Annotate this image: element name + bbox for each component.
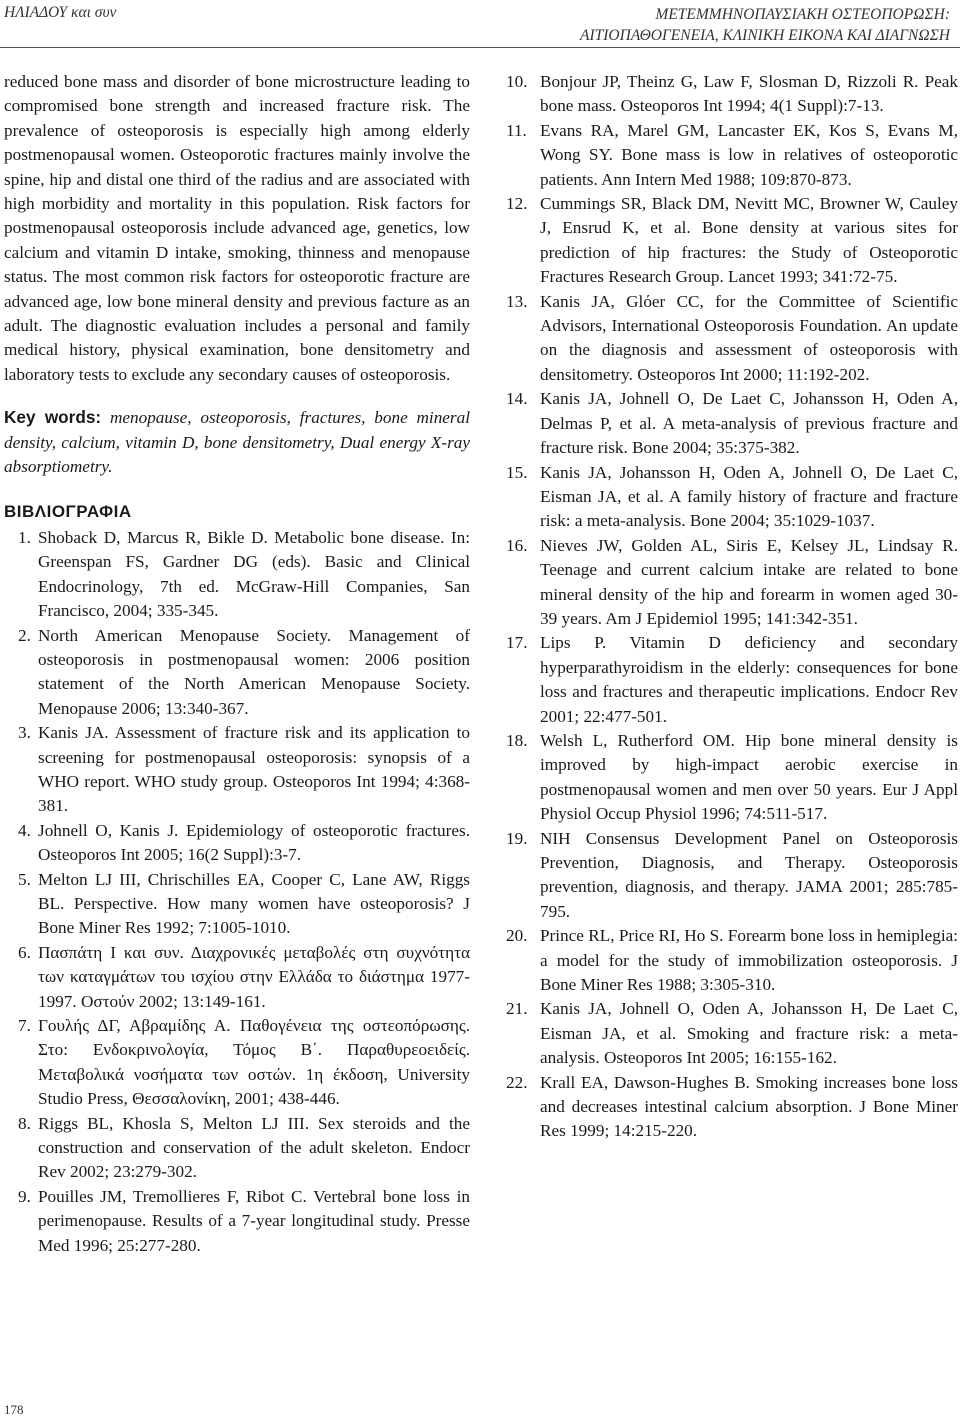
reference-text: Bonjour JP, Theinz G, Law F, Slosman D, Rizzoli R. Peak bone mass. Osteoporos Int 1994; 4(1 Suppl):7-13. (540, 72, 958, 116)
left-column (4, 70, 470, 1258)
reference-item (4, 1185, 470, 1258)
reference-number: 16. (506, 535, 528, 555)
reference-item (506, 387, 958, 460)
reference-text: Kanis JA, Johnell O, De Laet C, Johansson H, Oden A, Delmas P, et al. A meta-analysis of previous fracture and fracture risk. Bone 2004; 35:375-382. (540, 389, 958, 458)
reference-item (506, 997, 958, 1070)
reference-number: 19. (506, 828, 528, 848)
reference-text: Kanis JA, Johnell O, Oden A, Johansson H, De Laet C, Eisman JA, et al. Smoking and fracture risk: a meta-analysis. Osteoporos Int 2005; 16:155-162. (540, 999, 958, 1068)
reference-text: Nieves JW, Golden AL, Siris E, Kelsey JL, Lindsay R. Teenage and current calcium intake are related to bone mineral density of the hip and forearm in women aged 30-39 years. Am J Epidemiol 1995; 141:342-351. (540, 535, 958, 628)
reference-item (506, 827, 958, 925)
reference-number: 14. (506, 389, 528, 409)
reference-number: 5. (18, 869, 31, 889)
reference-item (4, 941, 470, 1014)
reference-text: Shoback D, Marcus R, Bikle D. Metabolic bone disease. In: Greenspan FS, Gardner DG (eds). Basic and Clinical Endocrinology, 7th ed. McGraw-Hill Companies, San Francisco, 2004; 335-345. (38, 527, 470, 621)
reference-text: Πασπάτη Ι και συν. Διαχρονικές μεταβολές στη συχνότητα των καταγμάτων του ισχίου στην Ελλάδα το διάστημα 1977-1997. Οστούν 2002; 13:149-161. (38, 942, 470, 1011)
page-number: 178 (4, 1402, 24, 1417)
keywords-label: Key words: (4, 407, 102, 428)
header-authors: ΗΛΙΑΔΟΥ και συν (4, 4, 117, 21)
reference-text: North American Menopause Society. Management of osteoporosis in postmenopausal women: 2006 position statement of the North American Menopause Society. Menopause 2006; 13:340-367. (38, 625, 470, 718)
reference-item (506, 534, 958, 632)
reference-text: Riggs BL, Khosla S, Melton LJ III. Sex steroids and the construction and conservation of the adult skeleton. Endocr Rev 2002; 23:279-302. (38, 1113, 470, 1182)
reference-item (506, 924, 958, 997)
reference-item (506, 631, 958, 729)
reference-text: Johnell O, Kanis J. Epidemiology of osteoporotic fractures. Osteoporos Int 2005; 16(2 Suppl):3-7. (38, 820, 470, 865)
reference-text: Γουλής ΔΓ, Αβραμίδης Α. Παθογένεια της οστεοπόρωσης. Στο: Ενδοκρινολογία, Τόμος Β΄. Παραθυρεοειδείς. Μεταβολικά νοσήματα των οστών. 1η έκδοση, University Studio Press, Θεσσαλονίκη, 2001; 438-446. (38, 1016, 470, 1109)
reference-number: 22. (506, 1072, 528, 1092)
reference-number: 1. (18, 527, 31, 547)
reference-number: 3. (18, 723, 31, 743)
reference-text: Krall EA, Dawson-Hughes B. Smoking increases bone loss and decreases intestinal calcium absorption. J Bone Miner Res 1999; 14:215-220. (540, 1072, 958, 1141)
reference-text: Melton LJ III, Chrischilles EA, Cooper C, Lane AW, Riggs BL. Perspective. How many women have osteoporosis? J Bone Miner Res 1992; 7:1005-1010. (38, 869, 470, 938)
abstract-text: reduced bone mass and disorder of bone microstructure leading to compromised bone strength and increased fracture risk. The prevalence of osteoporosis is especially high among elderly postmenopausal women. Osteoporotic fractures mainly involve the spine, hip and distal one third of the radius and are associated with high morbidity and mortality in this population. Risk factors for postmenopausal osteoporosis include advanced age, genetics, low calcium and vitamin D intake, smoking, thinness and menopause status. The most common risk factors for osteoporotic fracture are advanced age, low bone mineral density and previous facture as an adult. The diagnostic evaluation includes a personal and family medical history, physical examination, bone densitometry and laboratory tests to exclude any secondary causes of osteoporosis. (4, 72, 470, 384)
reference-number: 18. (506, 730, 528, 750)
reference-list-right (506, 70, 958, 1144)
reference-item (4, 1112, 470, 1185)
reference-text: Lips P. Vitamin D deficiency and secondary hyperparathyroidism in the elderly: consequences for bone loss and fractures and therapeutic implications. Endocr Rev 2001; 22:477-501. (540, 633, 958, 726)
running-header (0, 0, 960, 44)
keywords-text: menopause, osteoporosis, fractures, bone mineral density, calcium, vitamin D, bone densitometry, Dual energy X-ray absorptiometry. (4, 408, 470, 477)
reference-number: 12. (506, 194, 528, 214)
reference-item (4, 526, 470, 624)
reference-item (506, 290, 958, 388)
reference-text: Kanis JA, Johansson H, Oden A, Johnell O, De Laet C, Eisman JA, et al. A family history of fracture and fracture risk: a meta-analysis. Bone 2004; 35:1029-1037. (540, 462, 958, 531)
reference-item (4, 1014, 470, 1112)
reference-item (506, 461, 958, 534)
right-column (506, 70, 958, 1144)
reference-item (506, 1071, 958, 1144)
reference-number: 6. (18, 942, 31, 962)
reference-number: 9. (18, 1186, 31, 1206)
reference-text: NIH Consensus Development Panel on Osteoporosis Prevention, Diagnosis, and Therapy. Osteoporosis prevention, diagnosis, and therapy. JAMA 2001; 285:785-795. (540, 828, 958, 921)
reference-item (506, 119, 958, 192)
header-divider (0, 47, 960, 48)
reference-item (506, 192, 958, 290)
keywords (4, 405, 470, 479)
header-title (580, 4, 950, 46)
reference-item (506, 729, 958, 827)
reference-text: Cummings SR, Black DM, Nevitt MC, Browner W, Cauley J, Ensrud K, et al. Bone density at various sites for prediction of hip fractures: the Study of Osteoporotic Fractures Research Group. Lancet 1993; 341:72-75. (540, 194, 958, 287)
reference-item (506, 70, 958, 119)
header-title-line2: ΑΙΤΙΟΠΑΘΟΓΕΝΕΙΑ, ΚΛΙΝΙΚΗ ΕΙΚΟΝΑ ΚΑΙ ΔΙΑΓΝΩΣΗ (580, 27, 950, 44)
reference-number: 13. (506, 291, 528, 311)
references-heading: ΒΙΒΛΙΟΓΡΑΦΙΑ (4, 501, 132, 521)
reference-number: 17. (506, 633, 528, 653)
reference-number: 7. (18, 1016, 31, 1036)
reference-text: Welsh L, Rutherford OM. Hip bone mineral density is improved by high-impact aerobic exercise in postmenopausal women and men over 50 years. Eur J Appl Physiol Occup Physiol 1996; 74:511-517. (540, 730, 958, 824)
reference-item (4, 819, 470, 868)
reference-text: Kanis JA. Assessment of fracture risk and its application to screening for postmenopausal osteoporosis: synopsis of a WHO report. WHO study group. Osteoporos Int 1994; 4:368-381. (38, 723, 470, 816)
reference-number: 15. (506, 462, 528, 482)
reference-item (4, 721, 470, 819)
header-title-line1: ΜΕΤΕΜΜΗΝΟΠΑΥΣΙΑΚΗ ΟΣΤΕΟΠΟΡΩΣΗ: (655, 6, 950, 23)
reference-number: 2. (18, 625, 31, 645)
reference-number: 10. (506, 72, 528, 91)
reference-text: Prince RL, Price RI, Ho S. Forearm bone loss in hemiplegia: a model for the study of immobilization osteoporosis. J Bone Miner Res 1988; 3:305-310. (540, 926, 958, 995)
reference-text: Kanis JA, Glόer CC, for the Committee of Scientific Advisors, International Osteoporosis Foundation. An update on the diagnosis and assessment of osteoporosis with densitometry. Osteoporos Int 2000; 11:192-202. (540, 291, 958, 384)
reference-item (4, 624, 470, 722)
reference-text: Pouilles JM, Tremollieres F, Ribot C. Vertebral bone loss in perimenopause. Results of a 7-year longitudinal study. Presse Med 1996; 25:277-280. (38, 1186, 470, 1255)
reference-number: 21. (506, 999, 528, 1019)
reference-number: 11. (506, 120, 527, 140)
reference-text: Evans RA, Marel GM, Lancaster EK, Kos S, Evans M, Wong SY. Bone mass is low in relatives of osteoporotic patients. Ann Intern Med 1988; 109:870-873. (540, 120, 958, 189)
reference-number: 8. (18, 1113, 31, 1133)
reference-item (4, 868, 470, 941)
reference-list-left (4, 526, 470, 1258)
reference-number: 4. (18, 820, 31, 840)
reference-number: 20. (506, 926, 528, 946)
